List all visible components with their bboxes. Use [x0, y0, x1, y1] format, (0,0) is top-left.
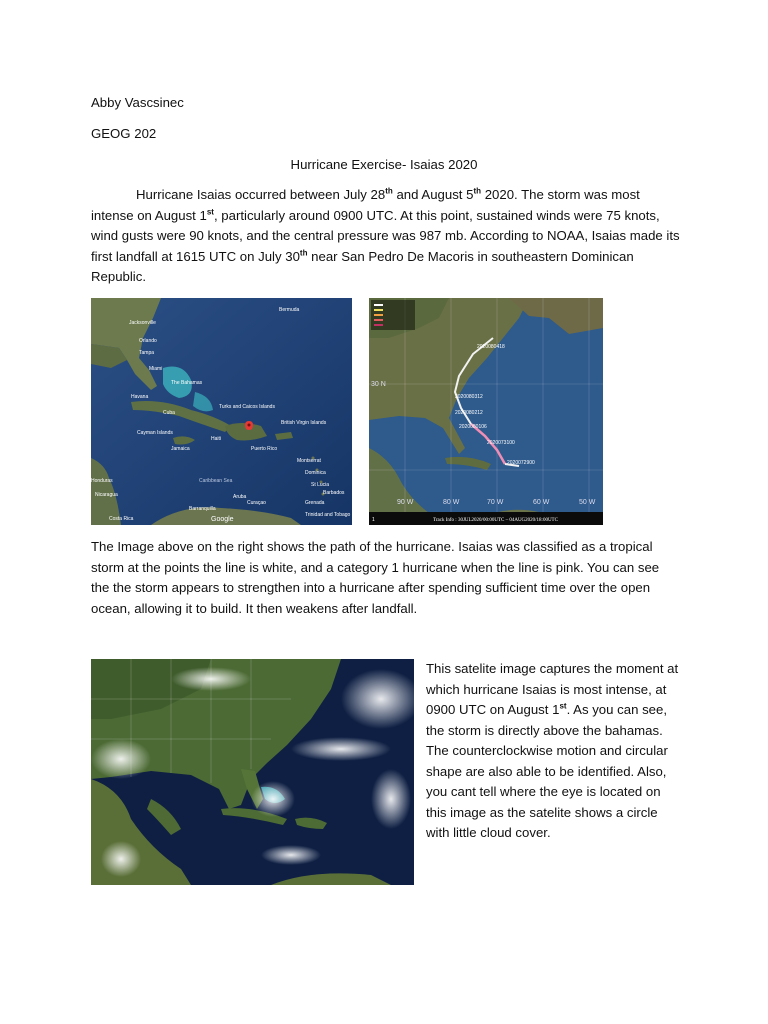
hurricane-track-map-image: [369, 298, 603, 525]
track-label-4: 2020080106: [459, 424, 487, 430]
caribbean-map-image: [91, 298, 352, 525]
map-label-curacao: Curaçao: [247, 500, 266, 506]
course-code: GEOG 202: [91, 126, 157, 141]
satellite-description-paragraph: This satelite image captures the moment at which hurricane Isaias is most intense, at 0900 UTC on August 1st. As you can see, the storm is directly above the bahamas. The counterclockwise motion and circular shape are also able to be identified. Also, you cant tell where the eye is located on this image as the satelite shows a circle with little cloud cover.: [426, 661, 679, 840]
map-label-honduras: Honduras: [91, 478, 113, 484]
lon-label-70: 70 W: [487, 499, 504, 506]
satellite-image: [91, 659, 414, 885]
map-label-barranquilla: Barranquilla: [189, 506, 216, 512]
track-footer-left: 1: [372, 517, 375, 523]
map-label-google: Google: [211, 516, 234, 523]
map-label-st-lucia: St Lucia: [311, 482, 330, 488]
track-label-2: 2020080312: [455, 394, 483, 400]
map-label-puerto-rico: Puerto Rico: [251, 446, 278, 452]
map-label-haiti: Haiti: [211, 436, 222, 442]
track-footer: Track Info : 30JUL2020/00:00UTC – 04AUG2020/18:00UTC: [433, 518, 558, 523]
intro-paragraph: Hurricane Isaias occurred between July 28th and August 5th 2020. The storm was most intense on August 1st, particularly around 0900 UTC. At this point, sustained winds were 75 knots, wind gusts were 90 knots, and the central pressure was 987 mb. According to NOAA, Isaias made its first landfall at 1615 UTC on July 30th near San Pedro De Macoris in southeastern Dominican Republic.: [91, 186, 680, 284]
lon-label-80: 80 W: [443, 499, 460, 506]
map-label-cuba: Cuba: [163, 410, 175, 416]
map-label-orlando: Orlando: [139, 338, 157, 344]
track-label-5: 2020073100: [487, 440, 515, 446]
map-label-tampa: Tampa: [139, 350, 155, 356]
track-label-1: 2020080418: [477, 344, 505, 350]
map-label-montserrat: Montserrat: [297, 458, 321, 464]
lat-label: 30 N: [371, 381, 386, 388]
author-name: Abby Vascsinec: [91, 95, 184, 110]
track-label-3: 2020080212: [455, 410, 483, 416]
map-label-costa-rica: Costa Rica: [109, 516, 134, 522]
lon-label-50: 50 W: [579, 499, 596, 506]
map-label-bvi: British Virgin Islands: [281, 420, 327, 426]
track-label-6: 2020072900: [507, 460, 535, 466]
map-label-cayman: Cayman Islands: [137, 430, 173, 436]
map-label-barbados: Barbados: [323, 490, 345, 496]
map-label-jacksonville: Jacksonville: [129, 320, 156, 326]
document-title: Hurricane Exercise- Isaias 2020: [290, 157, 478, 172]
map-label-caribbean: Caribbean Sea: [199, 478, 233, 484]
map-label-miami: Miami: [149, 366, 163, 372]
lon-label-60: 60 W: [533, 499, 550, 506]
map-label-turks: Turks and Caicos Islands: [219, 404, 275, 410]
map-label-nicaragua: Nicaragua: [95, 492, 118, 498]
map-label-bahamas: The Bahamas: [171, 380, 203, 386]
map-label-trinidad: Trinidad and Tobago: [305, 512, 351, 518]
map-label-havana: Havana: [131, 394, 149, 400]
map-label-jamaica: Jamaica: [171, 446, 190, 452]
lon-label-90: 90 W: [397, 499, 414, 506]
track-description-paragraph: The Image above on the right shows the path of the hurricane. Isaias was classified as a tropical storm at the points the line is white, and a category 1 hurricane when the line is pink. You can see the the storm appears to strengthen into a hurricane after spending sufficient time over the open ocean, allowing it to build. It then weakens after landfall.: [91, 539, 660, 616]
map-label-dominica: Dominica: [305, 470, 326, 476]
map-label-aruba: Aruba: [233, 494, 247, 500]
map-label-bermuda: Bermuda: [279, 307, 300, 313]
map-label-grenada: Grenada: [305, 500, 325, 506]
